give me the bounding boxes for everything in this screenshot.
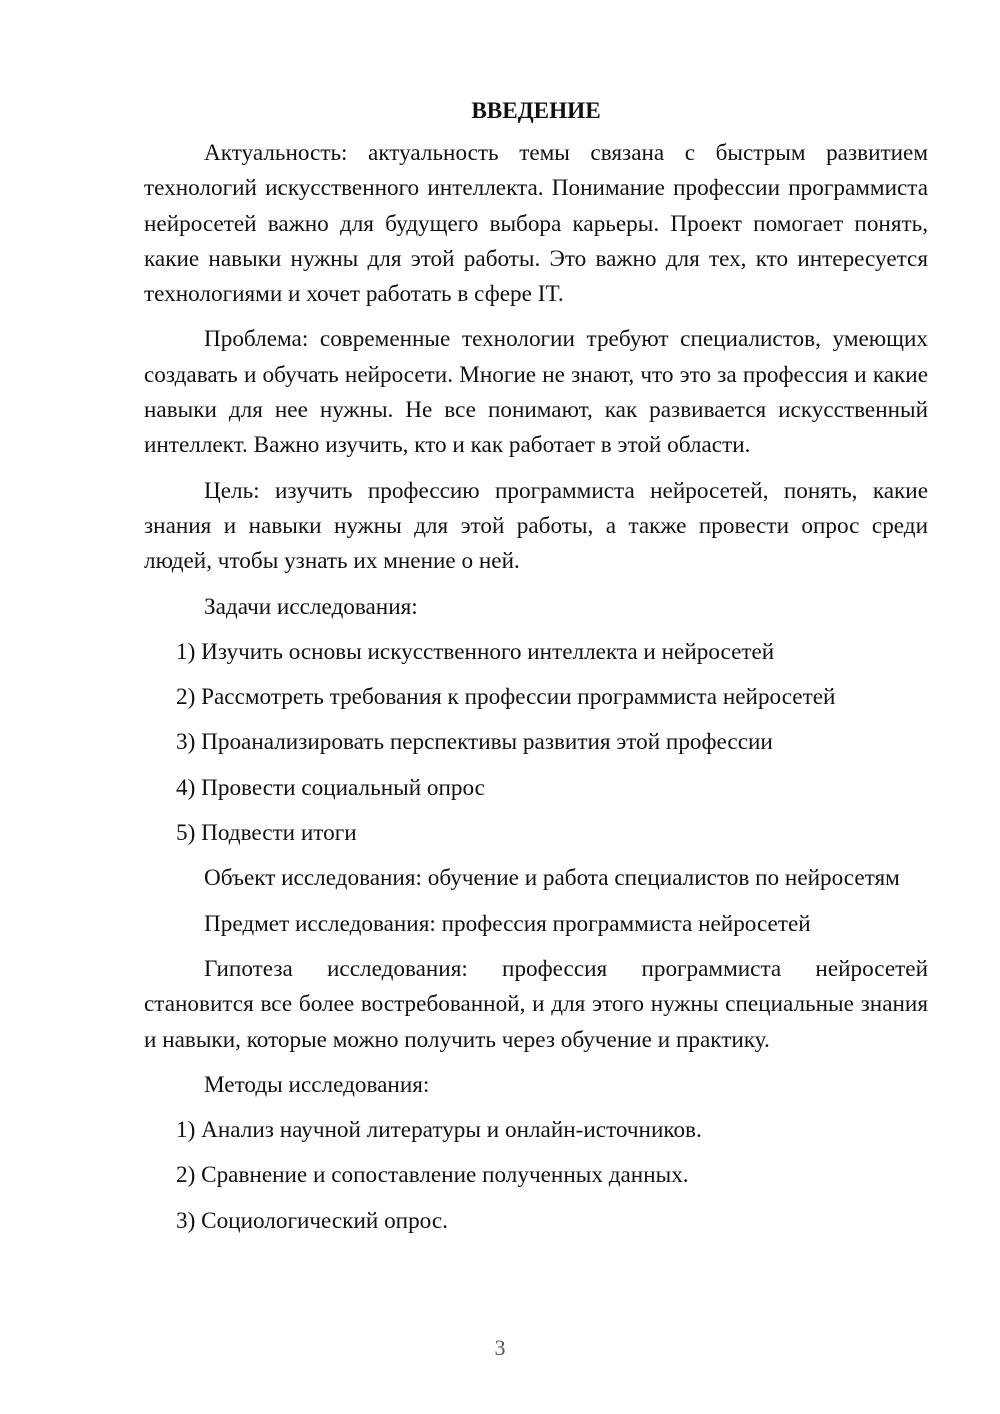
- task-item: 3) Проанализировать перспективы развития этой профессии: [176, 729, 773, 756]
- object-paragraph: Объект исследования: обучение и работа специалистов по нейросетям: [204, 865, 900, 892]
- task-item: 1) Изучить основы искусственного интеллекта и нейросетей: [176, 638, 775, 665]
- tasks-list: [144, 635, 928, 851]
- page-number: 3: [494, 1335, 506, 1360]
- task-item: 5) Подвести итоги: [176, 820, 357, 847]
- method-item: 2) Сравнение и сопоставление полученных данных.: [176, 1162, 689, 1189]
- method-item: 1) Анализ научной литературы и онлайн-источников.: [176, 1117, 702, 1144]
- subject-paragraph: Предмет исследования: профессия программиста нейросетей: [204, 910, 811, 937]
- hypothesis-paragraph: Гипотеза исследования: профессия программиста нейросетей становится все более востребованной, и для этого нужны специальные знания и навыки, которые можно получить через обучение и практику.: [144, 955, 928, 1053]
- goal-paragraph: Цель: изучить профессию программиста нейросетей, понять, какие знания и навыки нужны для этой работы, а также провести опрос среди людей, чтобы узнать их мнение о ней.: [144, 477, 928, 575]
- task-item: 2) Рассмотреть требования к профессии программиста нейросетей: [176, 684, 836, 711]
- tasks-title: Задачи исследования:: [204, 593, 418, 620]
- section-heading: ВВЕДЕНИЕ: [471, 98, 601, 124]
- methods-title: Методы исследования:: [204, 1071, 430, 1098]
- methods-list: [144, 1113, 928, 1239]
- page-content: [144, 96, 928, 1249]
- relevance-paragraph: Актуальность: актуальность темы связана с быстрым развитием технологий искусственного интеллекта. Понимание профессии программиста нейросетей важно для будущего выбора карьеры. Проект помогает понять, какие навыки нужны для этой работы. Это важно для тех, кто интересуется технологиями и хочет работать в сфере IT.: [144, 140, 928, 308]
- method-item: 3) Социологический опрос.: [176, 1207, 448, 1234]
- problem-paragraph: Проблема: современные технологии требуют специалистов, умеющих создавать и обучать нейросети. Многие не знают, что это за профессия и какие навыки для нее нужны. Не все понимают, как развивается искусственный интеллект. Важно изучить, кто и как работает в этой области.: [144, 326, 928, 459]
- task-item: 4) Провести социальный опрос: [176, 774, 485, 801]
